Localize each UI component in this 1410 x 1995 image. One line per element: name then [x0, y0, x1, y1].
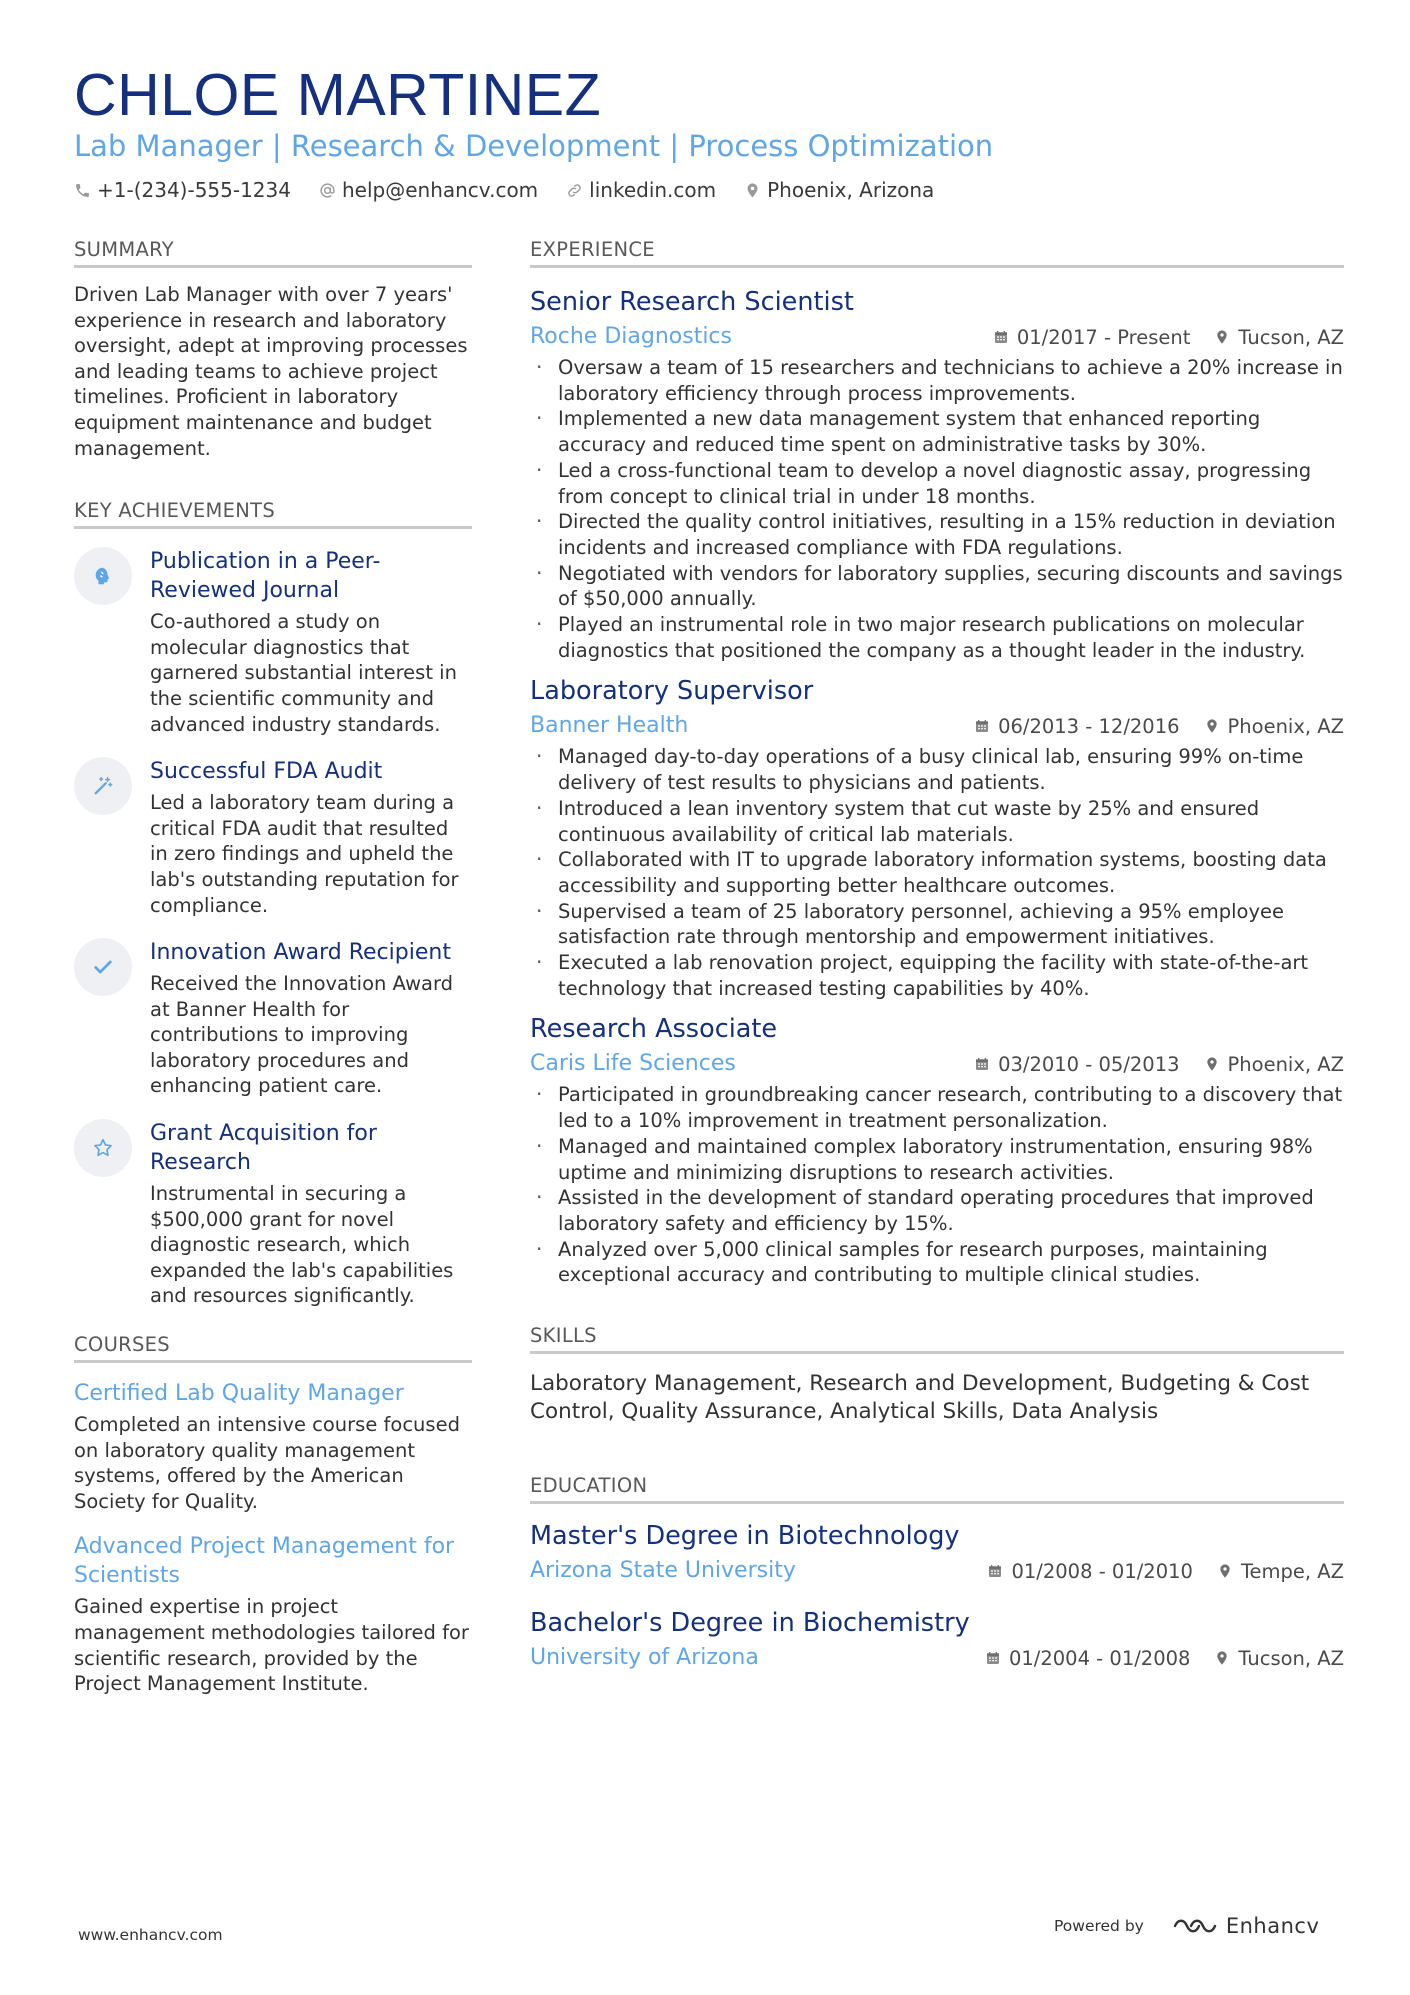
edu-location: Tempe, AZ [1240, 1559, 1344, 1583]
location-pin-icon [1204, 718, 1220, 734]
footer-website[interactable]: www.enhancv.com [78, 1926, 223, 1944]
course-item [74, 1379, 472, 1514]
contact-linkedin[interactable] [566, 178, 716, 202]
bullet-item: · Led a cross-functional team to develop a novel diagnostic assay, progressing from concept to clinical trial in under 18 months. [530, 458, 1344, 509]
magic-wand-icon [92, 775, 114, 797]
job-entry [530, 675, 1344, 1001]
calendar-icon [974, 718, 990, 734]
course-title: Advanced Project Management for Scientists [74, 1534, 455, 1589]
achievement-title: Publication in a Peer-Reviewed Journal [150, 549, 381, 604]
achievement-icon-badge [74, 547, 132, 605]
achievement-desc: Co-authored a study on molecular diagnostics that garnered substantial interest in the scientific community and advanced industry standards. [150, 610, 457, 736]
job-dates: 01/2017 - Present [1016, 325, 1191, 349]
achievement-item [74, 547, 472, 737]
phone-icon [74, 182, 91, 199]
achievement-icon-badge [74, 757, 132, 815]
job-bullets [530, 744, 1344, 1001]
degree-title: Bachelor's Degree in Biochemistry [530, 1608, 970, 1639]
job-title: Research Associate [530, 1014, 778, 1045]
company-name: Banner Health [530, 713, 689, 739]
job-bullets [530, 355, 1344, 663]
job-location: Phoenix, AZ [1227, 1052, 1344, 1076]
course-desc: Completed an intensive course focused on laboratory quality management systems, offered by the American Society for Quality. [74, 1413, 460, 1513]
bullet-item: · Oversaw a team of 15 researchers and technicians to achieve a 20% increase in laboratory efficiency through process improvements. [530, 355, 1344, 406]
brain-icon [92, 565, 114, 587]
achievement-icon-badge [74, 938, 132, 996]
contact-email[interactable] [319, 178, 538, 202]
location-pin-icon [1204, 1056, 1220, 1072]
phone-text: +1-(234)-555-1234 [97, 178, 291, 202]
bullet-item: · Played an instrumental role in two major research publications on molecular diagnostics that positioned the company as a thought leader in the industry. [530, 612, 1344, 663]
achievement-desc: Received the Innovation Award at Banner Health for contributions to improving laboratory procedures and enhancing patient care. [150, 972, 454, 1098]
calendar-icon [985, 1650, 1001, 1666]
edu-dates: 01/2004 - 01/2008 [1008, 1646, 1191, 1670]
job-dates: 03/2010 - 05/2013 [998, 1052, 1180, 1076]
course-title: Certified Lab Quality Manager [74, 1381, 404, 1407]
bullet-item: · Introduced a lean inventory system that cut waste by 25% and ensured continuous availability of critical lab materials. [530, 796, 1344, 847]
bullet-item: · Negotiated with vendors for laboratory supplies, securing discounts and savings of $50,000 annually. [530, 561, 1344, 612]
right-column [530, 238, 1344, 1686]
skills-text: Laboratory Management, Research and Development, Budgeting & Cost Control, Quality Assurance, Analytical Skills, Data Analysis [530, 1371, 1310, 1425]
location-text: Phoenix, Arizona [767, 178, 935, 202]
achievements-heading: KEY ACHIEVEMENTS [74, 499, 472, 529]
linkedin-text: linkedin.com [589, 178, 717, 202]
bullet-item: · Supervised a team of 25 laboratory personnel, achieving a 95% employee satisfaction rate through mentorship and empowerment initiatives. [530, 899, 1344, 950]
checkmark-icon [92, 956, 114, 978]
achievement-desc: Led a laboratory team during a critical FDA audit that resulted in zero findings and upheld the lab's outstanding reputation for compliance. [150, 791, 459, 917]
school-name: Arizona State University [530, 1558, 796, 1584]
footer-branding[interactable] [1054, 1914, 1319, 1938]
calendar-icon [993, 329, 1009, 345]
course-desc: Gained expertise in project management methodologies tailored for scientific research, provided by the Project Management Institute. [74, 1595, 469, 1696]
achievement-item [74, 1119, 472, 1309]
job-entry [530, 286, 1344, 663]
achievement-title: Successful FDA Audit [150, 759, 383, 785]
achievement-desc: Instrumental in securing a $500,000 grant for novel diagnostic research, which expanded the lab's capabilities and resources significantly. [150, 1182, 454, 1308]
bullet-item: · Participated in groundbreaking cancer research, contributing to a discovery that led to a 10% improvement in treatment personalization. [530, 1082, 1344, 1133]
contact-bar [74, 178, 1344, 202]
contact-phone[interactable] [74, 178, 291, 202]
edu-dates: 01/2008 - 01/2010 [1011, 1559, 1193, 1583]
brand-name: Enhancv [1225, 1914, 1320, 1938]
summary-section [74, 238, 472, 461]
degree-title: Master's Degree in Biotechnology [530, 1521, 960, 1552]
contact-location [744, 178, 934, 202]
left-column [74, 238, 472, 1715]
achievement-icon-badge [74, 1119, 132, 1177]
education-entry [530, 1520, 1344, 1585]
email-text: help@enhancv.com [341, 178, 539, 202]
experience-section [530, 238, 1344, 1288]
job-location: Phoenix, AZ [1227, 714, 1344, 738]
location-pin-icon [1214, 329, 1230, 345]
bullet-item: · Collaborated with IT to upgrade laboratory information systems, boosting data accessibility and supporting better healthcare outcomes. [530, 847, 1344, 898]
bullet-item: · Executed a lab renovation project, equipping the facility with state-of-the-art technology that increased testing capabilities by 40%. [530, 950, 1344, 1001]
job-entry [530, 1013, 1344, 1288]
location-pin-icon [744, 182, 761, 199]
course-item [74, 1532, 472, 1696]
experience-heading: EXPERIENCE [530, 238, 1344, 268]
location-pin-icon [1217, 1563, 1233, 1579]
achievement-item [74, 938, 472, 1099]
company-name: Roche Diagnostics [530, 324, 732, 349]
at-icon [319, 182, 336, 199]
job-location: Tucson, AZ [1238, 325, 1344, 349]
education-heading: EDUCATION [530, 1474, 1344, 1504]
achievement-title: Grant Acquisition for Research [150, 1121, 377, 1176]
school-name: University of Arizona [530, 1645, 759, 1671]
summary-heading: SUMMARY [74, 238, 472, 268]
job-dates: 06/2013 - 12/2016 [998, 714, 1180, 738]
achievements-section [74, 499, 472, 1309]
candidate-name: CHLOE MARTINEZ [74, 62, 602, 128]
education-entry [530, 1607, 1344, 1672]
calendar-icon [974, 1056, 990, 1072]
courses-heading: COURSES [74, 1333, 472, 1363]
job-title: Senior Research Scientist [530, 287, 854, 317]
bullet-item: · Managed and maintained complex laboratory instrumentation, ensuring 98% uptime and minimizing disruptions to research activities. [530, 1134, 1344, 1185]
bullet-item: · Managed day-to-day operations of a busy clinical lab, ensuring 99% on-time delivery of test results to physicians and patients. [530, 744, 1344, 795]
calendar-icon [987, 1563, 1003, 1579]
star-icon [92, 1137, 114, 1159]
courses-section [74, 1333, 472, 1697]
bullet-item: · Assisted in the development of standard operating procedures that improved laboratory safety and efficiency by 15%. [530, 1185, 1344, 1236]
edu-location: Tucson, AZ [1238, 1646, 1344, 1670]
job-title: Laboratory Supervisor [530, 676, 814, 707]
enhancv-logo-icon [1172, 1914, 1218, 1938]
powered-by-label: Powered by [1054, 1917, 1144, 1935]
link-icon [566, 182, 583, 199]
bullet-item: · Implemented a new data management system that enhanced reporting accuracy and reduced time spent on administrative tasks by 30%. [530, 406, 1344, 457]
skills-section [530, 1324, 1344, 1426]
achievement-item [74, 757, 472, 918]
achievement-title: Innovation Award Recipient [150, 940, 451, 966]
job-bullets [530, 1082, 1344, 1288]
education-section [530, 1474, 1344, 1672]
summary-text: Driven Lab Manager with over 7 years' experience in research and laboratory oversight, adept at improving processes and leading teams to achieve project timelines. Proficient in laboratory equipment maintenance and budget management. [74, 283, 468, 460]
skills-heading: SKILLS [530, 1324, 1344, 1354]
bullet-item: · Directed the quality control initiatives, resulting in a 15% reduction in deviation incidents and increased compliance with FDA regulations. [530, 509, 1344, 560]
resume-header [74, 62, 1344, 202]
company-name: Caris Life Sciences [530, 1051, 736, 1077]
location-pin-icon [1214, 1650, 1230, 1666]
bullet-item: · Analyzed over 5,000 clinical samples for research purposes, maintaining exceptional accuracy and contributing to multiple clinical studies. [530, 1237, 1344, 1288]
candidate-title: Lab Manager | Research & Development | Process Optimization [74, 129, 994, 163]
